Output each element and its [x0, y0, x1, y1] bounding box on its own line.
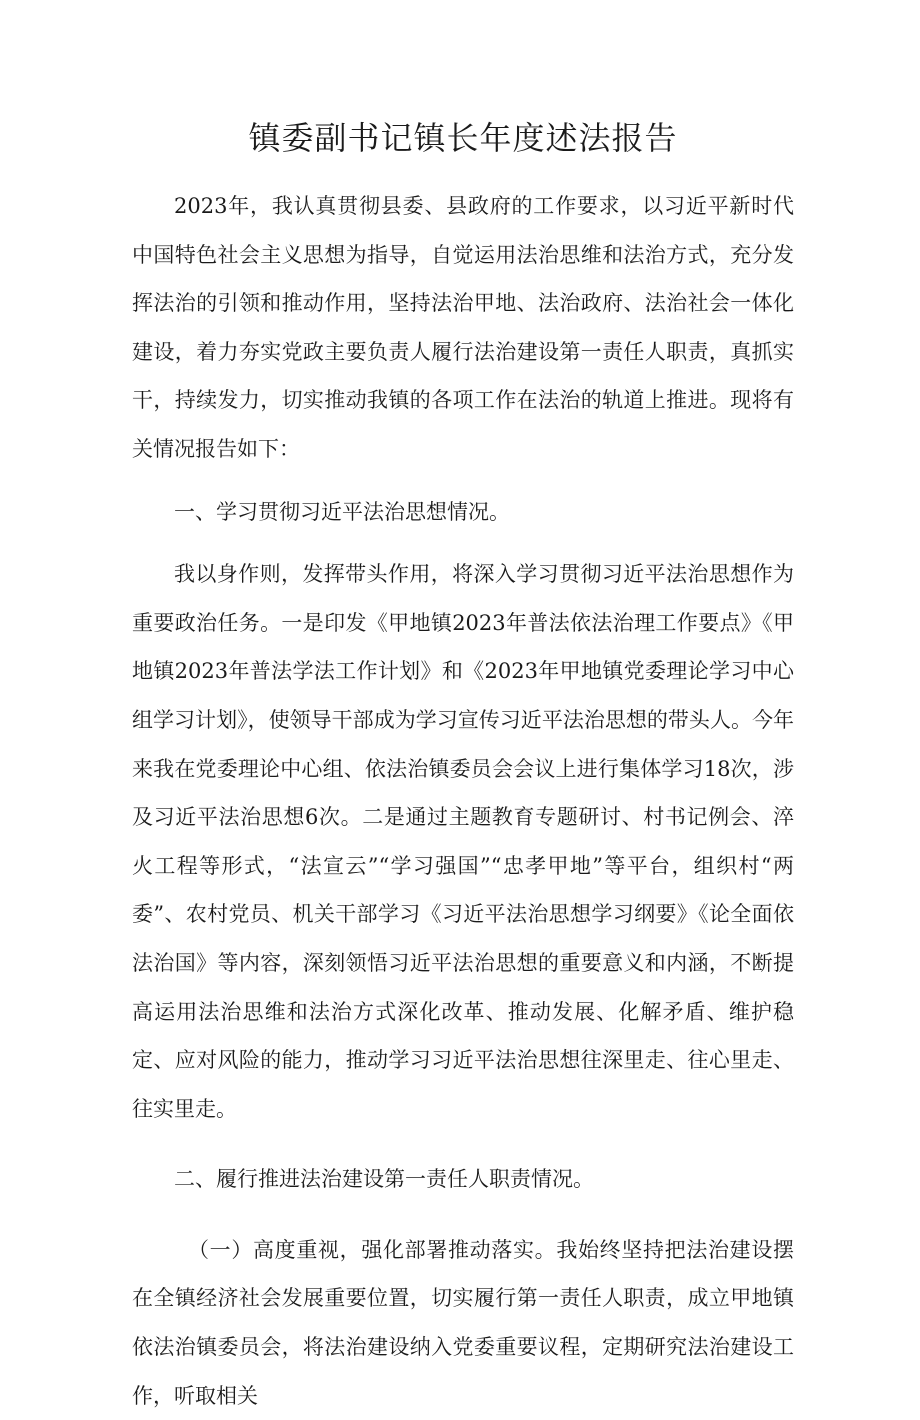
- document-title: 镇委副书记镇长年度述法报告: [248, 119, 678, 157]
- section-1-body: 我以身作则，发挥带头作用，将深入学习贯彻习近平法治思想作为重要政治任务。一是印发《甲地镇2023年普法依法治理工作要点》《甲地镇2023年普法学法工作计划》和《2023年甲地镇党委理论学习中心组学习计划》，使领导干部成为学习宣传习近平法治思想的带头人。今年来我在党委理论中心组、依法治镇委员会会议上进行集体学习18次，涉及习近平法治思想6次。二是通过主题教育专题研讨、村书记例会、淬火工程等形式，“法宣云”“学习强国”“忠孝甲地”等平台，组织村“两委”、农村党员、机关干部学习《习近平法治思想学习纲要》《论全面依法治国》等内容，深刻领悟习近平法治思想的重要意义和内涵，不断提高运用法治思维和法治方式深化改革、推动发展、化解矛盾、维护稳定、应对风险的能力，推动学习习近平法治思想往深里走、往心里走、往实里走。: [132, 562, 794, 1121]
- section-2-subsection-1: （一）高度重视，强化部署推动落实。我始终坚持把法治建设摆在全镇经济社会发展重要位置，切实履行第一责任人职责，成立甲地镇依法治镇委员会，将法治建设纳入党委重要议程，定期研究法治建设工作，听取相关: [132, 1237, 794, 1408]
- spacer: [132, 474, 794, 488]
- section-2-heading: 二、履行推进法治建设第一责任人职责情况。: [174, 1167, 594, 1192]
- intro-paragraph: 2023年，我认真贯彻县委、县政府的工作要求，以习近平新时代中国特色社会主义思想为指导，自觉运用法治思维和法治方式，充分发挥法治的引领和推动作用，坚持法治甲地、法治政府、法治社会一体化建设，着力夯实党政主要负责人履行法治建设第一责任人职责，真抓实干，持续发力，切实推动我镇的各项工作在法治的轨道上推进。现将有关情况报告如下：: [132, 194, 794, 461]
- document-page: [132, 112, 794, 1420]
- spacer: [132, 536, 794, 550]
- section-1-heading: 一、学习贯彻习近平法治思想情况。: [174, 499, 510, 524]
- spacer: [132, 1204, 794, 1226]
- spacer: [132, 1133, 794, 1155]
